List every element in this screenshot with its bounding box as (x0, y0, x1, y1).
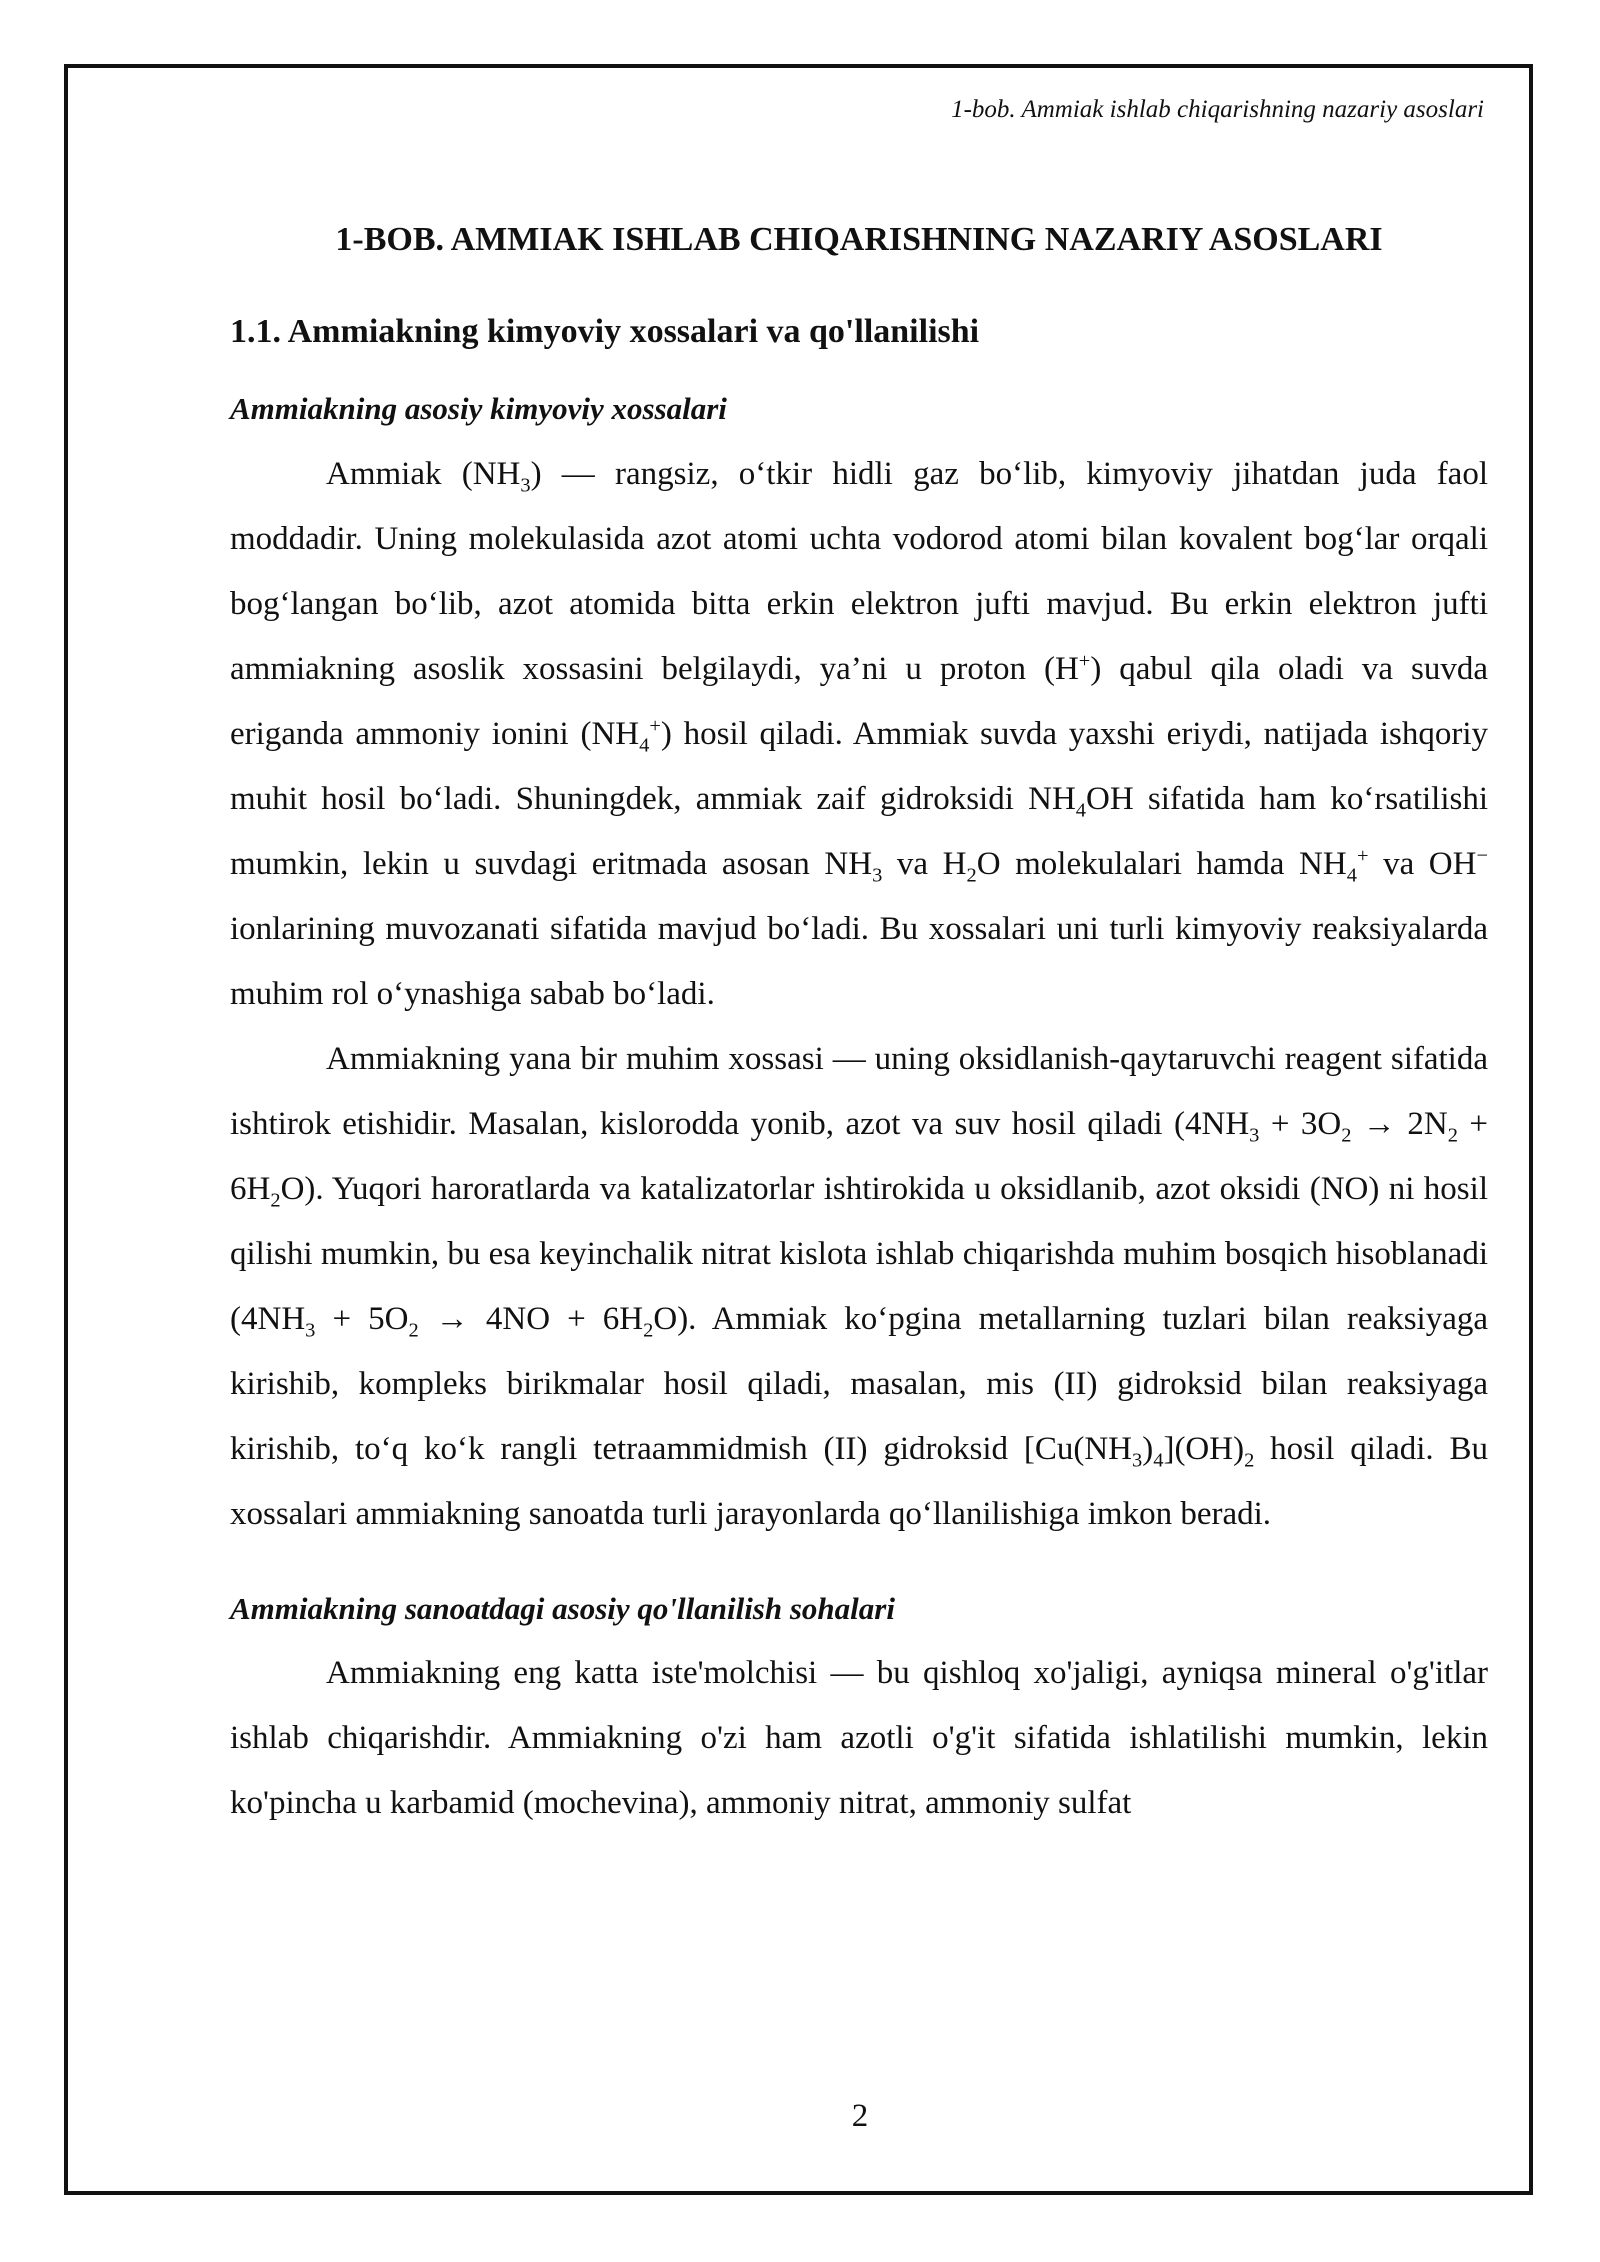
subsection-title-applications: Ammiakning sanoatdagi asosiy qo'llanilish sohalari (230, 1590, 895, 1626)
paragraph-applications: Ammiakning eng katta iste'molchisi — bu qishloq xo'jaligi, ayniqsa mineral o'g'itlar ishlab chiqarishdir. Ammiakning o'zi ham azotli o'g'it sifatida ishlatilishi mumkin, lekin ko'pincha u karbamid (mochevina), ammoniy nitrat, ammoniy sulfat (230, 1654, 1488, 1821)
page-content (230, 208, 1488, 1836)
section-title: 1.1. Ammiakning kimyoviy xossalari va qo'llanilishi (230, 313, 980, 351)
paragraph-basic-properties: Ammiak $(NH_3)$ — rangsiz, o‘tkir hidli gaz bo‘lib, kimyoviy jihatdan juda faol moddadir. Uning molekulasida azot atomi uchta vodorod atomi bilan kovalent bog‘lar orqali bog‘langan bo‘lib, azot atomida bitta erkin elektron jufti mavjud. Bu erkin elektron jufti ammiakning asoslik xossasini belgilaydi, ya’ni u proton (H+) qabul qila oladi va suvda eriganda ammoniy ionini $(NH_4^+)$ hosil qiladi. Ammiak suvda yaxshi eriydi, natijada ishqoriy muhit hosil bo‘ladi. Shuningdek, ammiak zaif gidroksidi $NH_4OH$ sifatida ham ko‘rsatilishi mumkin, lekin u suvdagi eritmada asosan $NH_3$ va $H_2O$ molekulalari hamda $NH_4^+$ va OH− ionlarining muvozanati sifatida mavjud bo‘ladi. Bu xossalari uni turli kimyoviy reaksiyalarda muhim rol o‘ynashiga sabab bo‘ladi. (230, 455, 1489, 1012)
subsection-title-properties: Ammiakning asosiy kimyoviy xossalari (230, 391, 727, 427)
chapter-title: 1-BOB. AMMIAK ISHLAB CHIQARISHNING NAZARIY ASOSLARI (335, 221, 1383, 258)
running-header: 1-bob. Ammiak ishlab chiqarishning nazariy asoslari (951, 96, 1484, 123)
paragraph-redox-properties: Ammiakning yana bir muhim xossasi — uning oksidlanish-qaytaruvchi reagent sifatida ishtirok etishidir. Masalan, kislorodda yonib, azot va suv hosil qiladi $(4NH_3 + 3O_2 \to 2N_2 + 6H_2O)$. Yuqori haroratlarda va katalizatorlar ishtirokida u oksidlanib, azot oksidi (NO) ni hosil qilishi mumkin, bu esa keyinchalik nitrat kislota ishlab chiqarishda muhim bosqich hisoblanadi $(4NH_3 + 5O_2 \to 4NO + 6H_2O)$. Ammiak ko‘pgina metallarning tuzlari bilan reaksiyaga kirishib, kompleks birikmalar hosil qiladi, masalan, mis (II) gidroksid bilan reaksiyaga kirishib, to‘q ko‘k rangli tetraammidmish (II) gidroksid $[Cu(NH_3)_4](OH)_2$ hosil qiladi. Bu xossalari ammiakning sanoatda turli jarayonlarda qo‘llanilishiga imkon beradi. (230, 1040, 1489, 1532)
page-number: 2 (851, 2098, 869, 2134)
